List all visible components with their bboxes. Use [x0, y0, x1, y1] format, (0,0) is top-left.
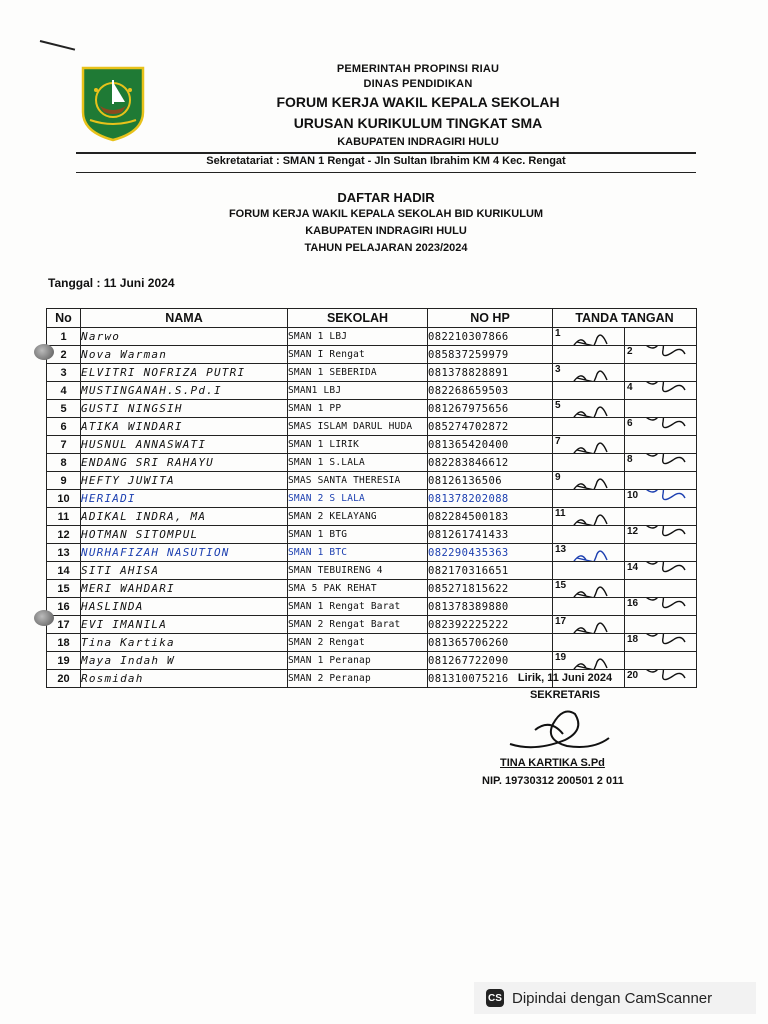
handwritten-signature-icon [567, 400, 615, 418]
signature-cell-left [553, 544, 625, 562]
handwritten-signature-icon [639, 454, 687, 472]
signature-cell-right [625, 454, 697, 472]
row-no-hp: 081365420400 [428, 436, 553, 454]
row-no-hp: 082283846612 [428, 454, 553, 472]
table-row [47, 580, 697, 598]
handwritten-signature-icon [639, 418, 687, 436]
row-sekolah: SMAS ISLAM DARUL HUDA [288, 418, 428, 436]
row-sekolah: SMAN 1 S.LALA [288, 454, 428, 472]
row-number: 4 [47, 382, 81, 400]
signature-cell-right [625, 346, 697, 364]
signature-number: 7 [555, 436, 561, 447]
row-no-hp: 081378389880 [428, 598, 553, 616]
table-row [47, 526, 697, 544]
table-row [47, 436, 697, 454]
secretary-nip: NIP. 19730312 200501 2 011 [482, 775, 624, 787]
signature-cell-left [553, 634, 625, 652]
row-sekolah: SMAN I Rengat [288, 346, 428, 364]
row-no-hp: 081310075216 [428, 670, 553, 688]
header-no: No [47, 309, 81, 328]
document-subtitle-2: KABUPATEN INDRAGIRI HULU [305, 225, 467, 237]
letterhead-line-3: FORUM KERJA WAKIL KEPALA SEKOLAH [276, 94, 560, 110]
row-nama: HASLINDA [81, 598, 288, 616]
signature-cell-right [625, 364, 697, 382]
attendance-table [46, 308, 697, 688]
row-nama: ADIKAL INDRA, MA [81, 508, 288, 526]
signature-cell-right [625, 598, 697, 616]
row-no-hp: 085271815622 [428, 580, 553, 598]
signature-number: 13 [555, 544, 567, 555]
handwritten-signature-icon [639, 562, 687, 580]
handwritten-signature-icon [567, 364, 615, 382]
handwritten-signature-icon [639, 346, 687, 364]
pen-mark [40, 40, 75, 51]
header-nama: NAMA [81, 309, 288, 328]
row-number: 9 [47, 472, 81, 490]
row-no-hp: 082170316651 [428, 562, 553, 580]
signature-cell-right [625, 652, 697, 670]
handwritten-signature-icon [639, 526, 687, 544]
signature-number: 16 [627, 598, 639, 609]
attendance-rows [47, 328, 697, 688]
table-row [47, 418, 697, 436]
row-sekolah: SMAN 1 BTC [288, 544, 428, 562]
table-row [47, 598, 697, 616]
row-no-hp: 082290435363 [428, 544, 553, 562]
signature-cell-right [625, 544, 697, 562]
row-sekolah: SMAN 1 PP [288, 400, 428, 418]
signature-cell-right [625, 526, 697, 544]
signature-cell-left [553, 598, 625, 616]
signature-cell-left [553, 652, 625, 670]
meeting-date: Tanggal : 11 Juni 2024 [48, 276, 175, 290]
row-nama: HOTMAN SITOMPUL [81, 526, 288, 544]
row-number: 2 [47, 346, 81, 364]
letterhead-rule-bottom [76, 172, 696, 173]
row-nama: EVI IMANILA [81, 616, 288, 634]
handwritten-signature-icon [567, 436, 615, 454]
signature-cell-left [553, 454, 625, 472]
handwritten-signature-icon [639, 598, 687, 616]
row-nama: Tina Kartika [81, 634, 288, 652]
row-nama: ELVITRI NOFRIZA PUTRI [81, 364, 288, 382]
document-title: DAFTAR HADIR [337, 190, 435, 205]
signature-cell-right [625, 616, 697, 634]
letterhead-line-1: PEMERINTAH PROPINSI RIAU [336, 63, 500, 75]
signature-cell-right [625, 328, 697, 346]
row-sekolah: SMAN 1 Peranap [288, 652, 428, 670]
table-row [47, 544, 697, 562]
row-number: 11 [47, 508, 81, 526]
row-no-hp: 085837259979 [428, 346, 553, 364]
table-row [47, 454, 697, 472]
row-number: 5 [47, 400, 81, 418]
row-no-hp: 082268659503 [428, 382, 553, 400]
row-number: 7 [47, 436, 81, 454]
row-number: 12 [47, 526, 81, 544]
row-sekolah: SMAN 1 Rengat Barat [288, 598, 428, 616]
closing-role: SEKRETARIS [529, 689, 601, 701]
signature-cell-left [553, 418, 625, 436]
row-nama: MUSTINGANAH.S.Pd.I [81, 382, 288, 400]
row-no-hp: 081365706260 [428, 634, 553, 652]
row-sekolah: SMAN TEBUIRENG 4 [288, 562, 428, 580]
row-nama: HEFTY JUWITA [81, 472, 288, 490]
closing-block [480, 672, 650, 701]
row-number: 8 [47, 454, 81, 472]
signature-cell-right [625, 580, 697, 598]
row-no-hp: 081267975656 [428, 400, 553, 418]
signature-cell-right [625, 436, 697, 454]
row-number: 20 [47, 670, 81, 688]
row-number: 19 [47, 652, 81, 670]
row-sekolah: SMAN 2 S LALA [288, 490, 428, 508]
camscanner-icon: CS [486, 989, 504, 1007]
row-nama: HUSNUL ANNASWATI [81, 436, 288, 454]
signature-number: 5 [555, 400, 561, 411]
signature-cell-left [553, 580, 625, 598]
handwritten-signature-icon [567, 580, 615, 598]
row-number: 16 [47, 598, 81, 616]
signature-cell-left [553, 346, 625, 364]
row-nama: ATIKA WINDARI [81, 418, 288, 436]
signature-cell-right [625, 562, 697, 580]
signature-cell-left [553, 508, 625, 526]
row-nama: MERI WAHDARI [81, 580, 288, 598]
signature-cell-left [553, 382, 625, 400]
row-nama: Rosmidah [81, 670, 288, 688]
letterhead-rule [76, 152, 696, 154]
table-row [47, 400, 697, 418]
row-nama: NURHAFIZAH NASUTION [81, 544, 288, 562]
row-sekolah: SMAN1 LBJ [288, 382, 428, 400]
signature-cell-left [553, 472, 625, 490]
table-row [47, 328, 697, 346]
signature-cell-right [625, 508, 697, 526]
handwritten-signature-icon [567, 328, 615, 346]
signature-cell-right [625, 382, 697, 400]
row-no-hp: 082284500183 [428, 508, 553, 526]
row-sekolah: SMAN 2 Rengat Barat [288, 616, 428, 634]
row-no-hp: 081378828891 [428, 364, 553, 382]
signature-cell-left [553, 328, 625, 346]
signature-number: 6 [627, 418, 633, 429]
signature-number: 20 [627, 670, 639, 681]
row-nama: ENDANG SRI RAHAYU [81, 454, 288, 472]
table-row [47, 472, 697, 490]
riau-province-emblem-icon [80, 66, 146, 142]
document-subtitle-1: FORUM KERJA WAKIL KEPALA SEKOLAH BID KURIKULUM [228, 208, 544, 220]
camscanner-text: Dipindai dengan CamScanner [512, 989, 713, 1007]
row-no-hp: 082210307866 [428, 328, 553, 346]
table-header-row [47, 309, 697, 328]
signature-number: 9 [555, 472, 561, 483]
letterhead-line-5: KABUPATEN INDRAGIRI HULU [337, 136, 499, 148]
row-number: 1 [47, 328, 81, 346]
row-sekolah: SMAN 1 SEBERIDA [288, 364, 428, 382]
signature-number: 4 [627, 382, 633, 393]
handwritten-signature-icon [639, 634, 687, 652]
handwritten-signature-icon [639, 490, 687, 508]
header-tanda-tangan: TANDA TANGAN [553, 309, 697, 328]
handwritten-signature-icon [567, 544, 615, 562]
document-subtitle-3: TAHUN PELAJARAN 2023/2024 [304, 242, 468, 254]
secretary-name: TINA KARTIKA S.Pd [500, 757, 605, 769]
signature-cell-right [625, 634, 697, 652]
row-no-hp: 081267722090 [428, 652, 553, 670]
row-number: 3 [47, 364, 81, 382]
row-number: 13 [47, 544, 81, 562]
letterhead-line-2: DINAS PENDIDIKAN [363, 78, 473, 90]
signature-cell-right [625, 472, 697, 490]
row-sekolah: SMAN 1 LBJ [288, 328, 428, 346]
row-nama: Narwo [81, 328, 288, 346]
handwritten-signature-icon [567, 508, 615, 526]
row-no-hp: 08126136506 [428, 472, 553, 490]
signature-cell-right [625, 418, 697, 436]
secretary-signature-icon [505, 700, 615, 758]
table-row [47, 364, 697, 382]
signature-number: 3 [555, 364, 561, 375]
camscanner-watermark [474, 982, 756, 1014]
row-number: 15 [47, 580, 81, 598]
row-nama: Nova Warman [81, 346, 288, 364]
handwritten-signature-icon [567, 652, 615, 670]
row-sekolah: SMAN 1 LIRIK [288, 436, 428, 454]
signature-cell-left [553, 526, 625, 544]
signature-number: 14 [627, 562, 639, 573]
hole-punch [34, 344, 54, 360]
secretariat-address: Sekretatariat : SMAN 1 Rengat - Jln Sultan Ibrahim KM 4 Kec. Rengat [206, 155, 566, 167]
signature-cell-left [553, 436, 625, 454]
table-row [47, 562, 697, 580]
handwritten-signature-icon [567, 616, 615, 634]
letterhead [150, 62, 686, 150]
closing-place-date: Lirik, 11 Juni 2024 [517, 672, 613, 684]
signature-number: 18 [627, 634, 639, 645]
row-number: 6 [47, 418, 81, 436]
signature-number: 11 [555, 508, 566, 519]
table-row [47, 652, 697, 670]
row-no-hp: 081261741433 [428, 526, 553, 544]
signature-cell-left [553, 562, 625, 580]
row-sekolah: SMAN 1 BTG [288, 526, 428, 544]
signature-cell-right [625, 400, 697, 418]
signature-number: 12 [627, 526, 639, 537]
row-number: 10 [47, 490, 81, 508]
signature-number: 19 [555, 652, 567, 663]
row-no-hp: 081378202088 [428, 490, 553, 508]
signature-cell-left [553, 364, 625, 382]
row-sekolah: SMAN 2 KELAYANG [288, 508, 428, 526]
signature-number: 15 [555, 580, 567, 591]
signature-number: 2 [627, 346, 633, 357]
header-sekolah: SEKOLAH [288, 309, 428, 328]
signature-cell-left [553, 616, 625, 634]
hole-punch [34, 610, 54, 626]
row-sekolah: SMAS SANTA THERESIA [288, 472, 428, 490]
table-row [47, 382, 697, 400]
signature-number: 1 [555, 328, 561, 339]
row-nama: GUSTI NINGSIH [81, 400, 288, 418]
table-row [47, 346, 697, 364]
signature-number: 8 [627, 454, 633, 465]
row-sekolah: SMA 5 PAK REHAT [288, 580, 428, 598]
row-nama: Maya Indah W [81, 652, 288, 670]
row-number: 14 [47, 562, 81, 580]
table-row [47, 616, 697, 634]
signature-number: 10 [627, 490, 639, 501]
handwritten-signature-icon [567, 472, 615, 490]
row-sekolah: SMAN 2 Peranap [288, 670, 428, 688]
row-number: 18 [47, 634, 81, 652]
letterhead-line-4: URUSAN KURIKULUM TINGKAT SMA [293, 115, 543, 131]
row-no-hp: 082392225222 [428, 616, 553, 634]
signature-cell-right [625, 490, 697, 508]
row-nama: HERIADI [81, 490, 288, 508]
signature-cell-left [553, 490, 625, 508]
row-no-hp: 085274702872 [428, 418, 553, 436]
row-number: 17 [47, 616, 81, 634]
table-row [47, 490, 697, 508]
table-row [47, 634, 697, 652]
header-no-hp: NO HP [428, 309, 553, 328]
row-sekolah: SMAN 2 Rengat [288, 634, 428, 652]
signature-number: 17 [555, 616, 567, 627]
table-row [47, 508, 697, 526]
signature-cell-left [553, 400, 625, 418]
handwritten-signature-icon [639, 382, 687, 400]
row-nama: SITI AHISA [81, 562, 288, 580]
